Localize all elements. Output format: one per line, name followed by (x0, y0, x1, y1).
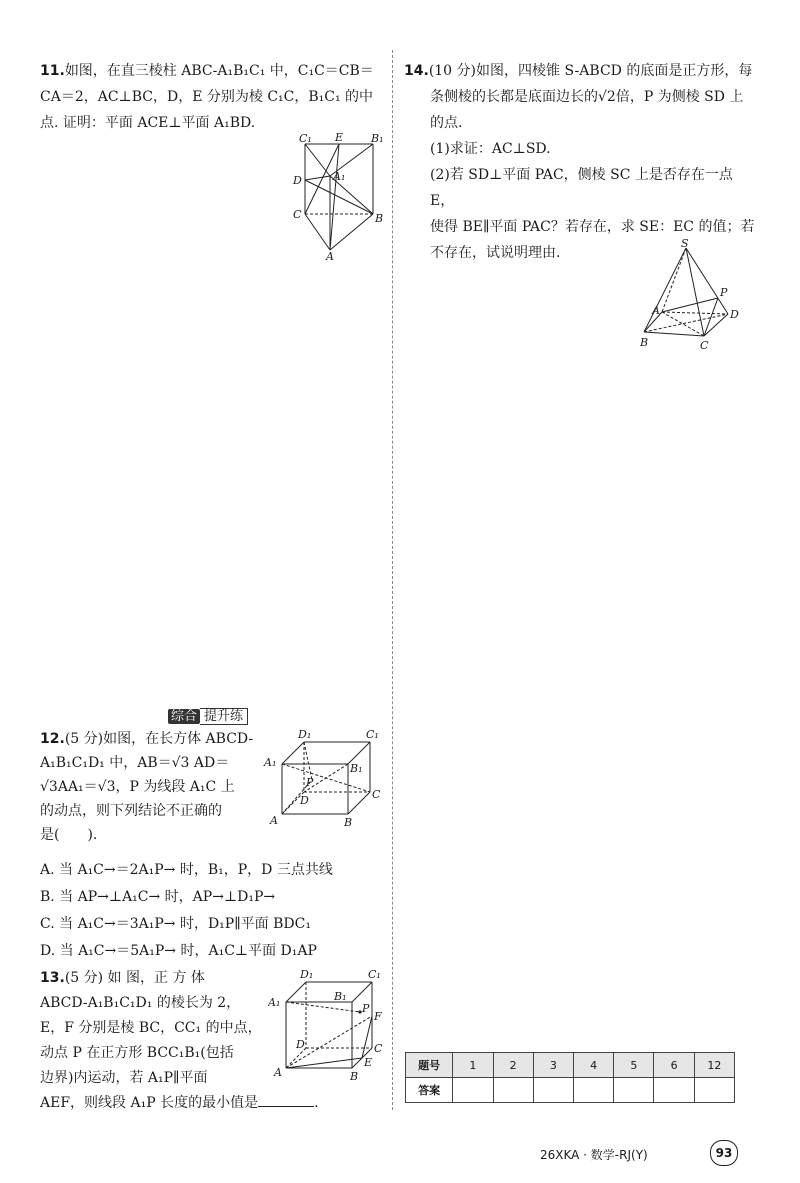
svg-text:D: D (730, 308, 739, 321)
section-name: 提升练 (200, 708, 248, 725)
section-tag: 综合 (168, 709, 200, 724)
svg-text:D: D (293, 174, 302, 187)
q13-line-2: ABCD-A₁B₁C₁D₁ 的棱长为 2， (40, 995, 241, 1011)
svg-text:B: B (344, 816, 353, 828)
svg-text:C: C (700, 339, 709, 352)
answer-table-header-row (406, 1053, 735, 1078)
svg-text:B: B (375, 212, 384, 225)
q14-number: 14. (404, 63, 429, 79)
q11-line-1: 11.如图，在直三棱柱 ABC-A₁B₁C₁ 中，C₁C＝CB＝ (40, 63, 374, 79)
svg-text:P: P (720, 286, 728, 299)
table-cell: 12 (694, 1053, 734, 1078)
q13-line-1: 13.(5 分) 如 图，正 方 体 (40, 970, 205, 986)
svg-text:A₁: A₁ (333, 170, 346, 183)
q14-part-2-line-2: 使得 BE∥平面 PAC？若存在，求 SE：EC 的值；若 (430, 219, 755, 235)
svg-text:C: C (374, 1042, 383, 1055)
q12-cuboid-figure (262, 728, 387, 828)
q13-line-4: 动点 P 在正方形 BCC₁B₁(包括 (40, 1045, 234, 1061)
footer-code: 26XKA · 数学-RJ(Y) (540, 1148, 648, 1162)
table-cell: 5 (614, 1053, 654, 1078)
svg-text:C: C (293, 208, 302, 221)
q14-part-1: (1)求证：AC⊥SD. (430, 141, 551, 157)
svg-text:P: P (306, 776, 314, 789)
table-cell: 2 (493, 1053, 533, 1078)
svg-text:S: S (681, 238, 689, 250)
answer-cell[interactable] (533, 1078, 573, 1103)
table-cell: 6 (654, 1053, 694, 1078)
q12-line-4: 的动点，则下列结论不正确的 (40, 803, 222, 819)
answer-table (405, 1052, 735, 1103)
svg-text:A: A (652, 304, 660, 317)
q13-line-5: 边界)内运动，若 A₁P∥平面 (40, 1070, 208, 1086)
svg-text:A: A (326, 250, 334, 262)
q12-option-a: A. 当 A₁C→＝2A₁P→ 时，B₁，P，D 三点共线 (40, 862, 333, 878)
q14-part-2-line-1: (2)若 SD⊥平面 PAC，侧棱 SC 上是否存在一点 E， (430, 167, 733, 209)
svg-text:A: A (270, 814, 278, 827)
svg-text:B₁: B₁ (371, 132, 384, 145)
answer-cell[interactable] (614, 1078, 654, 1103)
svg-text:C₁: C₁ (368, 968, 381, 981)
q11-prism-figure (285, 132, 385, 262)
page-number: 93 (710, 1140, 738, 1166)
q13-line-6: AEF，则线段 A₁P 长度的最小值是 . (40, 1091, 380, 1116)
question-11 (40, 58, 380, 136)
svg-text:E: E (335, 132, 344, 144)
section-badge (168, 705, 248, 724)
svg-text:B: B (350, 1070, 359, 1083)
table-cell: 1 (453, 1053, 493, 1078)
svg-text:C₁: C₁ (366, 728, 379, 741)
answer-label: 答案 (406, 1078, 453, 1103)
answer-cell[interactable] (573, 1078, 613, 1103)
svg-text:C: C (372, 788, 381, 801)
q12-line-5: 是( ). (40, 827, 98, 843)
q12-option-b: B. 当 AP→⊥A₁C→ 时，AP→⊥D₁P→ (40, 889, 276, 905)
q14-line-2: 条侧棱的长都是底面边长的√2倍，P 为侧棱 SD 上 (430, 89, 744, 105)
svg-text:A₁: A₁ (264, 756, 277, 769)
q14-part-2-line-3: 不存在，试说明理由. (430, 245, 561, 261)
answer-cell[interactable] (694, 1078, 734, 1103)
svg-text:A: A (274, 1066, 282, 1079)
answer-cell[interactable] (453, 1078, 493, 1103)
svg-text:D₁: D₁ (300, 968, 314, 981)
table-cell: 3 (533, 1053, 573, 1078)
q12-number: 12. (40, 731, 65, 747)
q13-number: 13. (40, 970, 65, 986)
q12-line-3: √3AA₁＝√3，P 为线段 A₁C 上 (40, 779, 235, 795)
svg-text:E: E (364, 1056, 373, 1069)
q13-cube-figure (268, 968, 388, 1083)
svg-text:B₁: B₁ (350, 762, 363, 775)
q14-line-1: 14.(10 分)如图，四棱锥 S-ABCD 的底面是正方形，每 (404, 63, 753, 79)
svg-text:F: F (374, 1010, 382, 1023)
question-13 (40, 966, 319, 1116)
table-cell: 4 (573, 1053, 613, 1078)
q12-options (40, 857, 380, 965)
q11-line-3: 点. 证明：平面 ACE⊥平面 A₁BD. (40, 115, 256, 131)
svg-text:D: D (296, 1038, 305, 1051)
svg-text:D₁: D₁ (298, 728, 312, 741)
svg-text:A₁: A₁ (268, 996, 281, 1009)
q12-option-d: D. 当 A₁C→＝5A₁P→ 时，A₁C⊥平面 D₁AP (40, 943, 317, 959)
q12-line-2: A₁B₁C₁D₁ 中，AB＝√3 AD＝ (40, 755, 230, 771)
q13-line-3: E，F 分别是棱 BC，CC₁ 的中点， (40, 1020, 262, 1036)
answer-cell[interactable] (493, 1078, 533, 1103)
answer-cell[interactable] (654, 1078, 694, 1103)
svg-text:C₁: C₁ (299, 132, 312, 145)
svg-text:B₁: B₁ (334, 990, 347, 1003)
q12-option-c: C. 当 A₁C→＝3A₁P→ 时，D₁P∥平面 BDC₁ (40, 916, 311, 932)
q14-line-3: 的点. (430, 115, 463, 131)
svg-text:B: B (640, 336, 649, 349)
svg-text:D: D (300, 794, 309, 807)
answer-blank[interactable] (258, 1092, 314, 1107)
q12-line-1: 12.(5 分)如图，在长方体 ABCD- (40, 731, 254, 747)
answer-table-answer-row (406, 1078, 735, 1103)
svg-text:P: P (362, 1002, 370, 1015)
question-14 (404, 58, 759, 266)
q11-number: 11. (40, 63, 65, 79)
q11-line-2: CA＝2，AC⊥BC，D，E 分别为棱 C₁C，B₁C₁ 的中 (40, 89, 374, 105)
question-12 (40, 727, 270, 847)
column-divider (392, 50, 393, 1110)
q14-pyramid-figure (632, 238, 747, 353)
question-number-label: 题号 (406, 1053, 453, 1078)
